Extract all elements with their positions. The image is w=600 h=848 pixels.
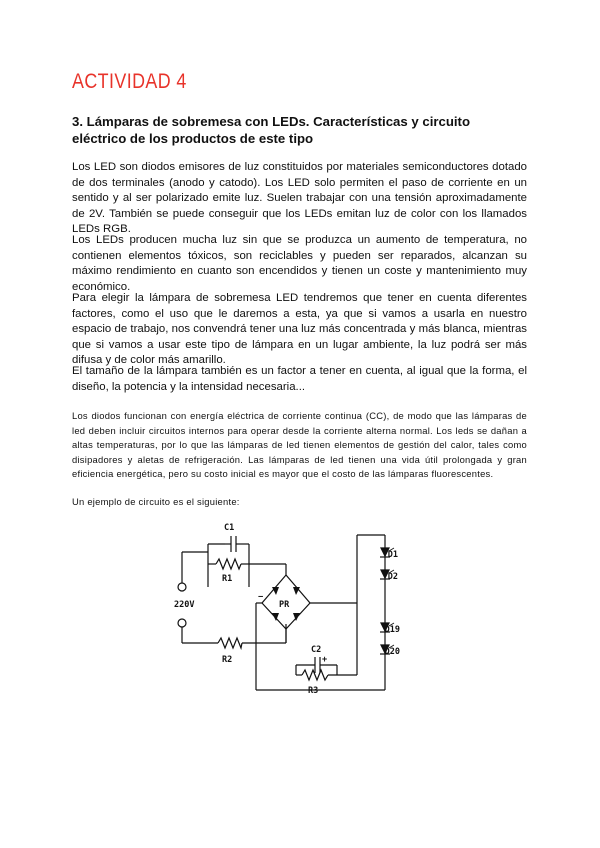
c2-label: C2 [311,645,322,655]
r3-label: R3 [308,686,319,696]
d1-label: D1 [387,550,398,560]
d20-label: D20 [384,647,400,657]
page-title: ACTIVIDAD 4 [72,70,187,93]
r1-label: R1 [222,574,233,584]
paragraph-choosing-lamp: Para elegir la lámpara de sobremesa LED tendremos que tener en cuenta diferentes factores, como el uso que le daremos a esta, ya que si vamos a usarla en nuestro espacio de trabajo, nos convendrá tener una luz más concentrada y más blanca, mientras que si vamos a usar este tipo de lámpara en un lugar ambiente, la luz podrá ser más difusa y de color más amarillo. [72,292,527,367]
source-voltage-label: 220V [174,600,195,610]
c1-label: C1 [224,523,235,533]
c2-plus-label: + [322,655,328,665]
d2-label: D2 [387,572,398,582]
paragraph-lamp-size: El tamaño de la lámpara también es un factor a tener en cuenta, al igual que la forma, el diseño, la potencia y la intensidad necesaria... [72,365,527,393]
r2-label: R2 [222,655,233,665]
bridge-minus-label: − [258,592,264,602]
section-heading: 3. Lámparas de sobremesa con LEDs. Características y circuito eléctrico de los productos de este tipo [72,114,471,146]
led-circuit-diagram [160,515,400,707]
paragraph-circuit-intro: Un ejemplo de circuito es el siguiente: [72,496,240,507]
paragraph-diodes-current: Los diodos funcionan con energía eléctrica de corriente continua (CC), de modo que las lámparas de led deben incluir circuitos internos para operar desde la corriente alterna normal. Los leds se dañan a altas temperaturas, por lo que las lámparas de led tienen elementos de gestión del calor, tales como disipadores y aletas de refrigeración. Las lámparas de led tienen una vida útil prolongada y gran eficiencia energética, pero su costo inicial es mayor que el costo de las lámparas fluorescentes. [72,410,527,479]
paragraph-led-advantages: Los LEDs producen mucha luz sin que se produzca un aumento de temperatura, no contienen elementos tóxicos, son reciclables y pueden ser reparados, alcanzan su máximo rendimiento en cuanto son encendidos y tienen un coste y mantenimiento muy económico. [72,234,527,293]
paragraph-led-definition: Los LED son diodos emisores de luz constituidos por materiales semiconductores dotado de dos terminales (anodo y catodo). Los LED solo permiten el paso de corriente en un sentido y al ser polarizado emite luz. Suelen trabajar con una tensión aproximadamente de 2V. También se puede conseguir que los LEDs emitan luz de color con los llamados LEDs RGB. [72,161,527,236]
bridge-label: PR [279,600,290,610]
d19-label: D19 [384,625,400,635]
